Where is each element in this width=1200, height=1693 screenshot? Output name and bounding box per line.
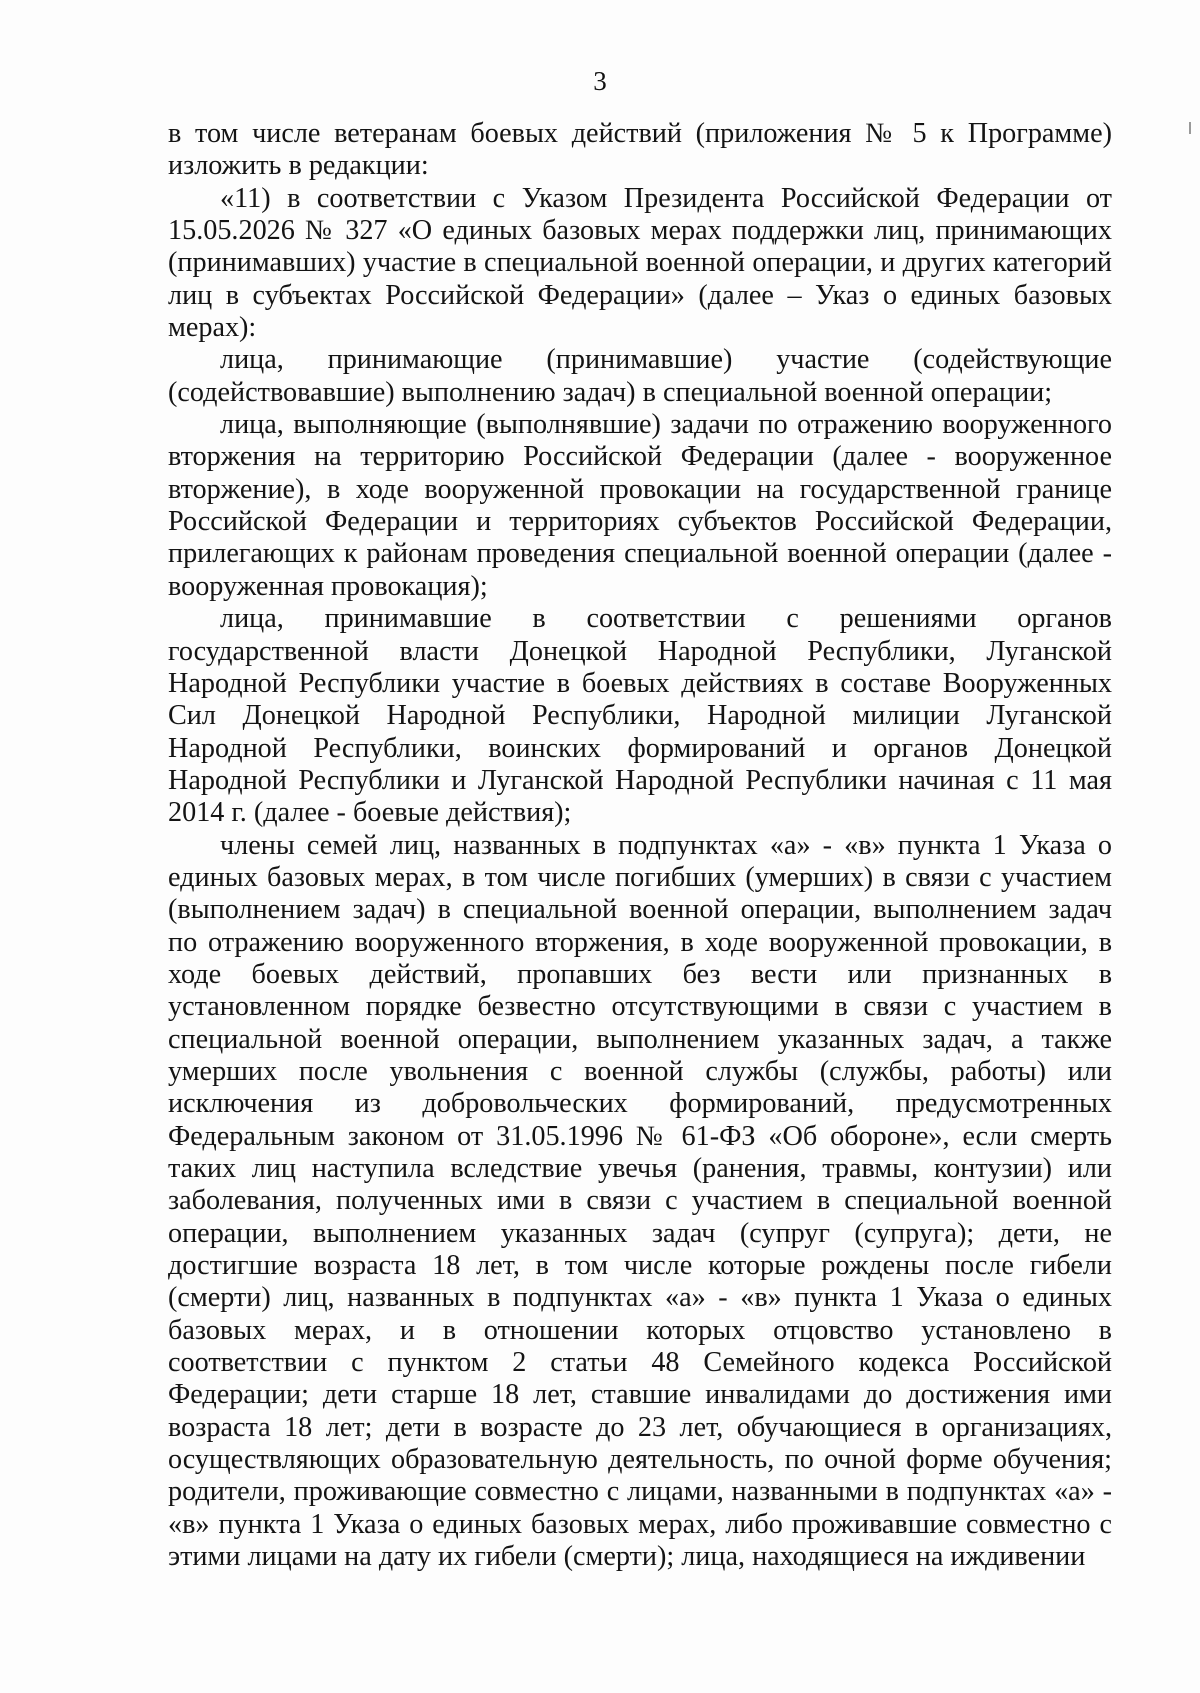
paragraph-item-11: «11) в соответствии с Указом Президента Российской Федерации от 15.05.2026 № 327 «О единых базовых мерах поддержки лиц, принимающих (принимавших) участие в специальной военной операции, и других категорий лиц в субъектах Российской Федерации» (далее – Указ о единых базовых мерах):: [168, 182, 1112, 344]
paragraph-family-members: члены семей лиц, названных в подпунктах «а» - «в» пункта 1 Указа о единых базовых мерах, в том числе погибших (умерших) в связи с участием (выполнением задач) в специальной военной операции, выполнением задач по отражению вооруженного вторжения, в ходе вооруженной провокации, в ходе боевых действий, пропавших без вести или признанных в установленном порядке безвестно отсутствующими в связи с участием в специальной военной операции, выполнением указанных задач, а также умерших после увольнения с военной службы (службы, работы) или исключения из добровольческих формирований, предусмотренных Федеральным законом от 31.05.1996 № 61-ФЗ «Об обороне», если смерть таких лиц наступила вследствие увечья (ранения, травмы, контузии) или заболевания, полученных ими в связи с участием в специальной военной операции, выполнением указанных задач (супруг (супруга); дети, не достигшие возраста 18 лет, в том числе которые рождены после гибели (смерти) лиц, названных в подпунктах «а» - «в» пункта 1 Указа о единых базовых мерах, и в отношении которых отцовство установлено в соответствии с пунктом 2 статьи 48 Семейного кодекса Российской Федерации; дети старше 18 лет, ставшие инвалидами до достижения ими возраста 18 лет; дети в возрасте до 23 лет, обучающиеся в организациях, осуществляющих образовательную деятельность, по очной форме обучения; родители, проживающие совместно с лицами, названными в подпунктах «а» - «в» пункта 1 Указа о единых базовых мерах, либо проживавшие совместно с этими лицами на дату их гибели (смерти); лица, находящиеся на иждивении: [168, 829, 1112, 1573]
paragraph-combat-operations: лица, принимавшие в соответствии с решениями органов государственной власти Донецкой Народной Республики, Луганской Народной Республики участие в боевых действиях в составе Вооруженных Сил Донецкой Народной Республики, Народной милиции Луганской Народной Республики, воинских формирований и органов Донецкой Народной Республики и Луганской Народной Республики начиная с 11 мая 2014 г. (далее - боевые действия);: [168, 603, 1112, 829]
paragraph-svo-participants: лица, принимающие (принимавшие) участие (содействующие (содействовавшие) выполнению задач) в специальной военной операции;: [168, 344, 1112, 408]
document-body: [168, 118, 1112, 1573]
page-number: 3: [593, 66, 607, 96]
scan-edge-mark: [1189, 122, 1191, 134]
paragraph-armed-invasion: лица, выполняющие (выполнявшие) задачи по отражению вооруженного вторжения на территорию Российской Федерации (далее - вооруженное вторжение), в ходе вооруженной провокации на государственной границе Российской Федерации и территориях субъектов Российской Федерации, прилегающих к районам проведения специальной военной операции (далее - вооруженная провокация);: [168, 409, 1112, 602]
paragraph-continuation: в том числе ветеранам боевых действий (приложения № 5 к Программе) изложить в редакции:: [168, 118, 1112, 182]
